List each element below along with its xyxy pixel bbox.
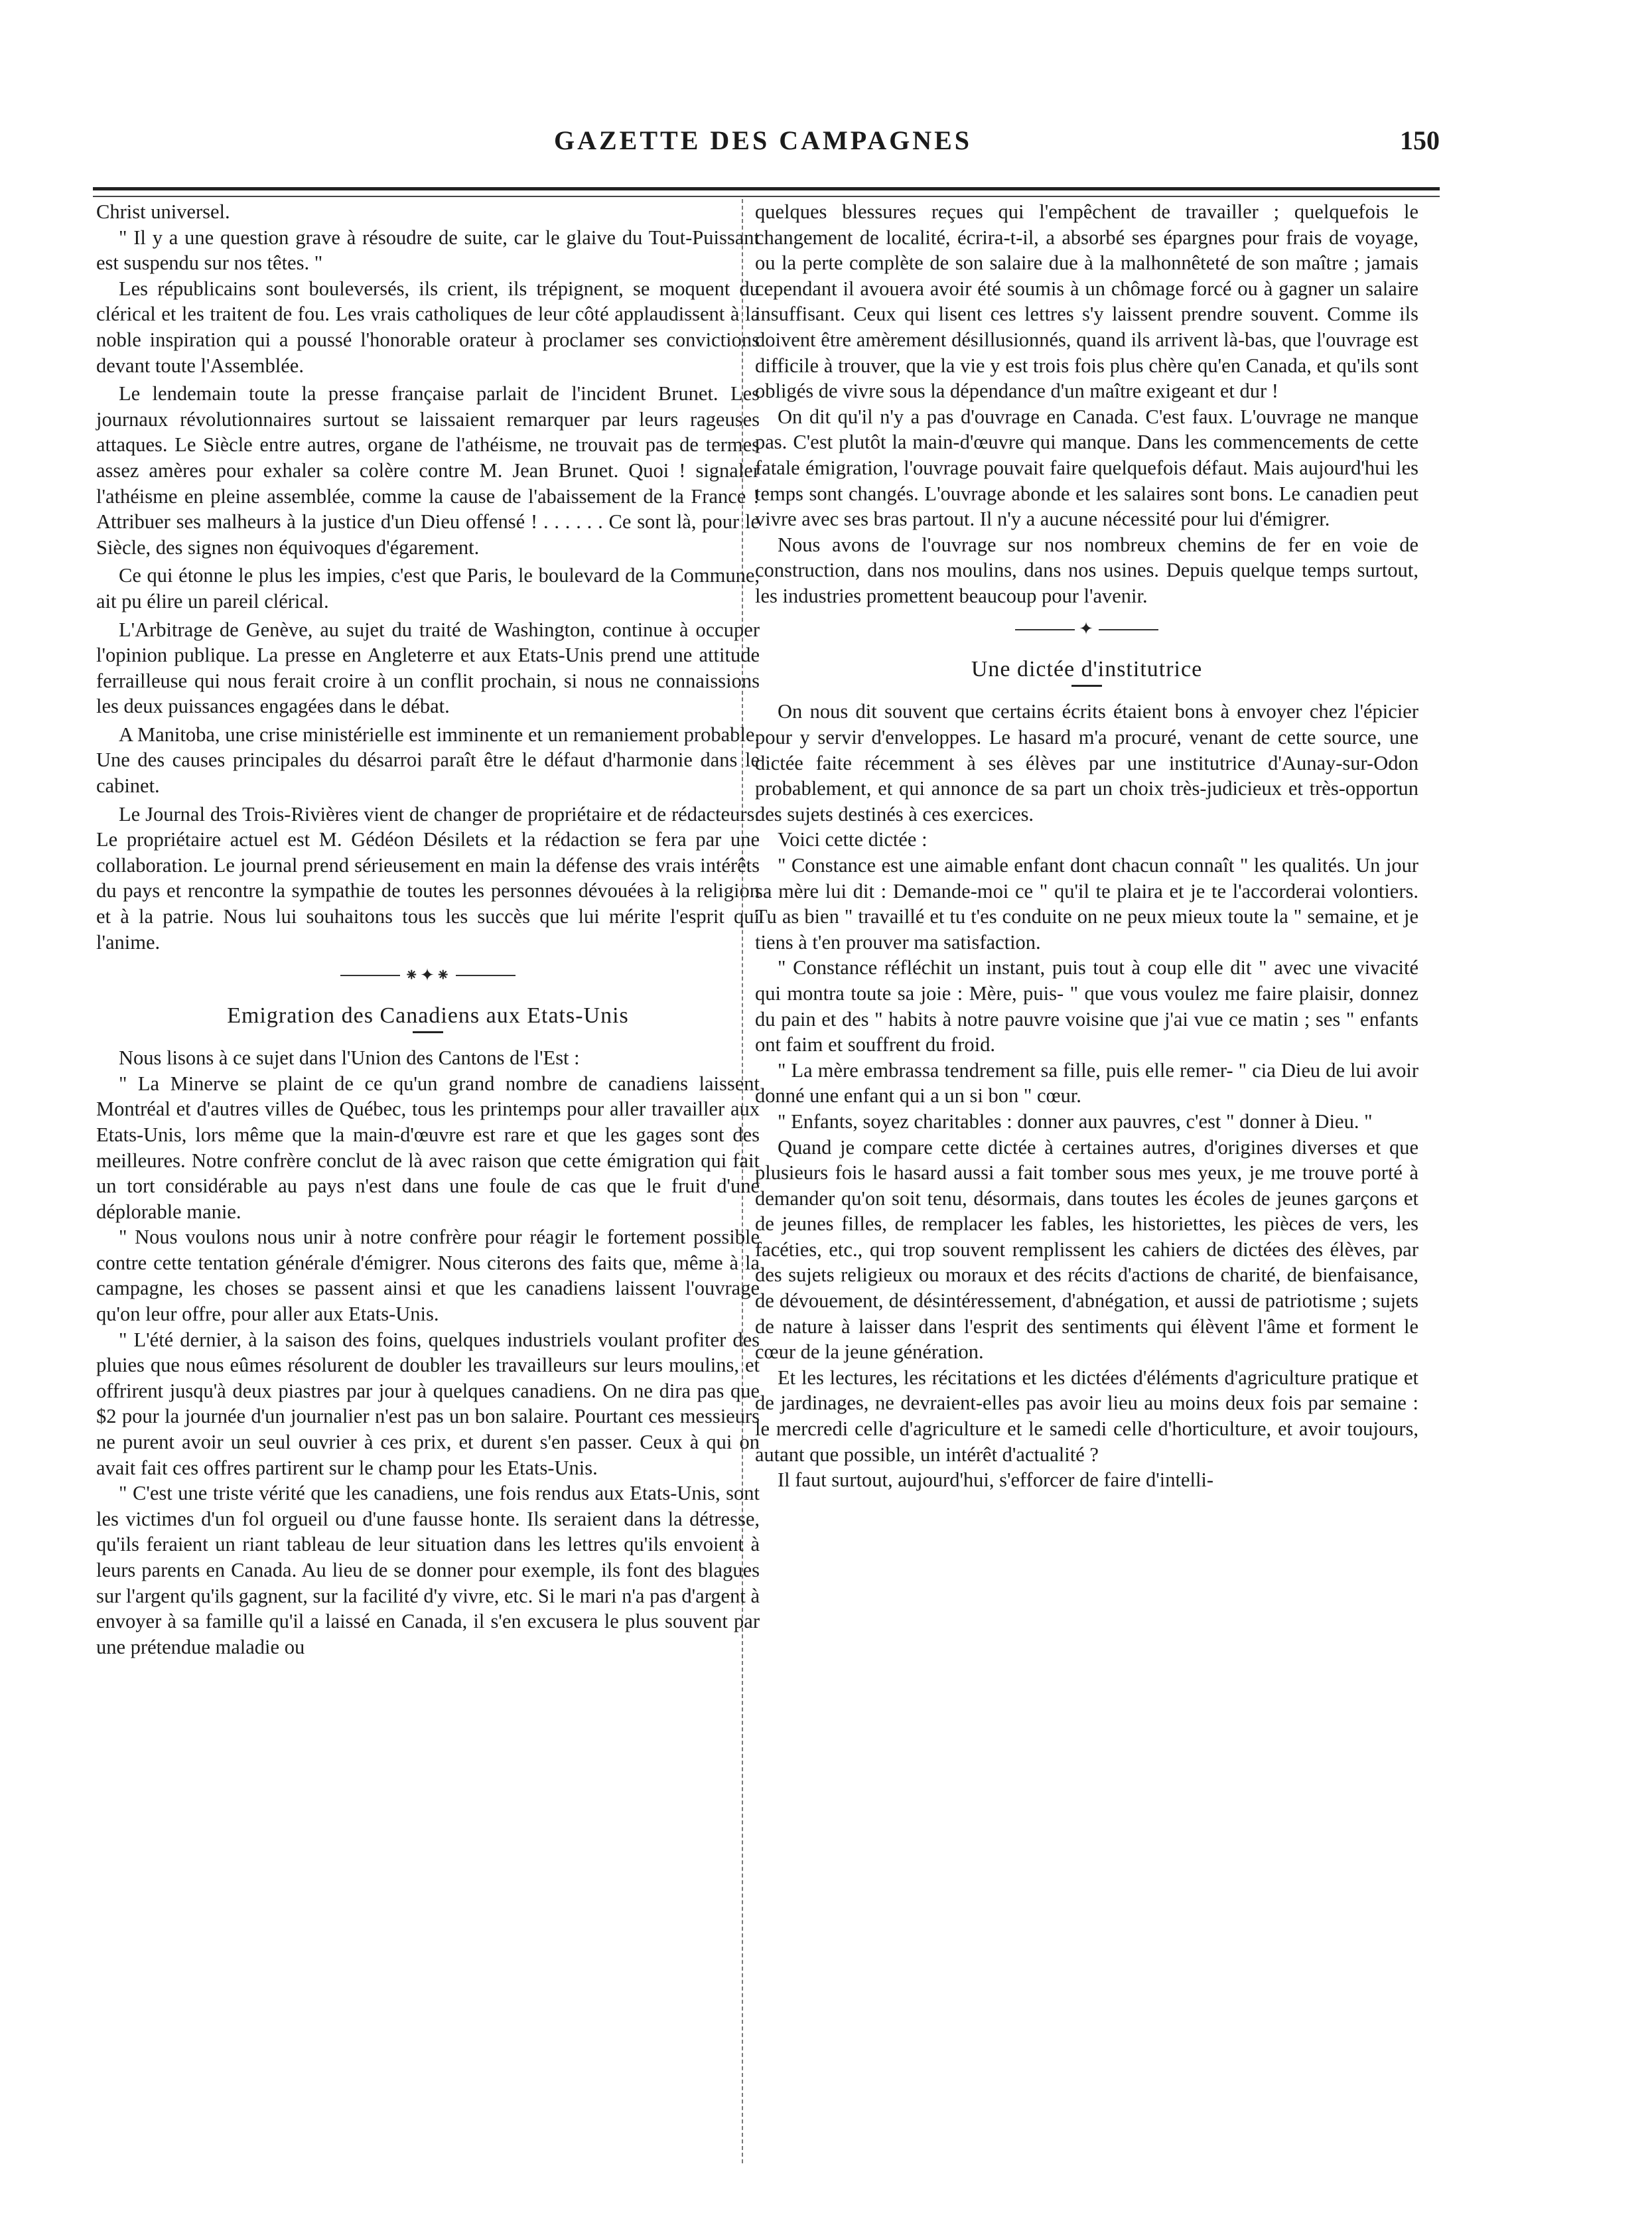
paragraph: " Nous voulons nous unir à notre confrère pour réagir le fortement possible contre cette tentation générale d'émigrer. Nous citerons des faits que, même à la campagne, les choses se passent ainsi et que les canadiens laissent l'ouvrage qu'on leur offre, pour aller aux Etats-Unis.: [96, 1226, 760, 1326]
paragraph: " C'est une triste vérité que les canadiens, une fois rendus aux Etats-Unis, sont les victimes d'un fol orgueil ou d'une fausse honte. Ils seraient dans la détresse, qu'ils feraient un riant tableau de leur situation dans les lettres qu'ils envoient à leurs parents en Canada. Au lieu de se donner pour exemple, ils font des blagues sur l'argent qu'ils gagnent, sur la facilité d'y vivre, etc. Si le mari n'a pas d'argent à envoyer à sa famille qu'il a laissé en Canada, il s'en excusera le plus souvent par une prétendue maladie ou: [96, 1482, 760, 1658]
paragraph: Christ universel.: [96, 200, 230, 223]
paragraph: Les républicains sont bouleversés, ils crient, ils trépignent, se moquent du clérical et les traitent de fou. Les vrais catholiques de leur côté applaudissent à la noble inspiration qui a poussé l'honorable orateur à proclamer ses convictions devant toute l'Assemblée.: [96, 277, 760, 377]
paragraph: " L'été dernier, à la saison des foins, quelques industriels voulant profiter des pluies que nous eûmes résolurent de doubler les travailleurs sur leurs moulins, et offrirent jusqu'à deux piastres par jour à quelques canadiens. On ne dira pas que $2 pour la journée d'un journalier n'est pas un bon salaire. Pourtant ces messieurs ne purent avoir un seul ouvrier à ces prix, et durent s'en passer. Ceux à qui on avait fait ces offres partirent sur le champ pour les Etats-Unis.: [96, 1328, 760, 1479]
paragraph: " Constance réfléchit un instant, puis tout à coup elle dit " avec une vivacité qui montra toute sa joie : Mère, puis- " que vous voulez me faire plaisir, donnez du pain et des " habits à notre pauvre voisine que j'ai vue ce matin ; ses " enfants ont faim et souffrent du froid.: [755, 956, 1418, 1056]
paragraph: Nous lisons à ce sujet dans l'Union des Cantons de l'Est :: [119, 1046, 580, 1070]
paragraph: Il faut surtout, aujourd'hui, s'efforcer de faire d'intelli-: [778, 1469, 1214, 1492]
heading-rule: [1071, 685, 1102, 687]
paragraph: Ce qui étonne le plus les impies, c'est que Paris, le boulevard de la Commune, ait pu élire un pareil clérical.: [96, 564, 760, 612]
paragraph: " Enfants, soyez charitables : donner aux pauvres, c'est " donner à Dieu. ": [778, 1110, 1373, 1133]
ornament-glyph: ⁕✦⁕: [404, 965, 452, 985]
paragraph: quelques blessures reçues qui l'empêchent de travailler ; quelquefois le changement de localité, écrira-t-il, a absorbé ses épargnes pour frais de voyage, ou la perte complète de son salaire due à la malhonnêteté de son maître ; jamais cependant il avouera avoir été soumis à un chômage forcé ou à gagner un salaire insuffisant. Ceux qui lisent ces lettres s'y laissent prendre souvent. Comme ils doivent être amèrement désillusionnés, quand ils arrivent là-bas, que l'ouvrage est difficile à trouver, que la vie y est trois fois plus chère qu'en Canada, et qu'ils sont obligés de vivre sous la dépendance d'un maître exigeant et dur !: [755, 200, 1418, 403]
publication-title: GAZETTE DES CAMPAGNES: [553, 125, 972, 155]
ornament-glyph: ✦: [1079, 619, 1095, 639]
article-heading-dictee: Une dictée d'institutrice: [971, 656, 1203, 682]
paragraph: Le Journal des Trois-Rivières vient de changer de propriétaire et de rédacteurs. Le propriétaire actuel est M. Gédéon Désilets et la rédaction se fera par une collaboration. Le journal prend sérieusement en main la défense des vrais intérêts du pays et rencontre la sympathie de toutes les personnes dévouées à la religion et à la patrie. Nous lui souhaitons tous les succès que lui mérite l'esprit qui l'anime.: [96, 802, 760, 954]
paragraph: On nous dit souvent que certains écrits étaient bons à envoyer chez l'épicier pour y servir d'enveloppes. Le hasard m'a procuré, venant de cette source, une dictée faite récemment à ses élèves par une institutrice d'Aunay-sur-Odon probablement, et qui annonce de sa part un choix très-judicieux et très-opportun des sujets destinés à ces exercices.: [755, 700, 1418, 826]
paragraph: L'Arbitrage de Genève, au sujet du traité de Washington, continue à occuper l'opinion publique. La presse en Angleterre et aux Etats-Unis prend une attitude ferrailleuse qui nous ferait croire à un conflit prochain, si nous ne connaissions les deux puissances engagées dans le débat.: [96, 618, 760, 718]
masthead: [86, 125, 1440, 165]
section-ornament: [755, 616, 1418, 642]
page-number: 150: [1400, 125, 1440, 155]
paragraph: Quand je compare cette dictée à certaines autres, d'origines diverses et que plusieurs fois le hasard aussi a fait tomber sous mes yeux, je me trouve porté à demander qu'on soit tenu, désormais, dans toutes les écoles de jeunes garçons et de jeunes filles, de remplacer les fables, les historiettes, les pièces de vers, les facéties, etc., qui trop souvent remplissent les cahiers de dictées des élèves, par des sujets religieux ou moraux et des récits d'actions de charité, de bienfaisance, de dévouement, de désintéressement, d'abnégation, et aussi de patriotisme ; sujets de nature à laisser dans l'esprit des sentiments qui élèvent l'âme et forment le cœur de la jeune génération.: [755, 1135, 1418, 1364]
left-column: [96, 199, 760, 1660]
section-ornament: [96, 962, 760, 988]
paragraph: Nous avons de l'ouvrage sur nos nombreux chemins de fer en voie de construction, dans nos moulins, dans nos usines. Depuis quelque temps surtout, les industries promettent beaucoup pour l'avenir.: [755, 533, 1418, 607]
paragraph: A Manitoba, une crise ministérielle est imminente et un remaniement probable. Une des causes principales du désarroi paraît être le défaut d'harmonie dans le cabinet.: [96, 723, 760, 798]
paragraph: " La mère embrassa tendrement sa fille, puis elle remer- " cia Dieu de lui avoir donné une enfant qui a un si bon " cœur.: [755, 1058, 1418, 1108]
article-heading-emigration: Emigration des Canadiens aux Etats-Unis: [227, 1003, 629, 1028]
right-column: [755, 199, 1418, 1493]
paragraph: " Il y a une question grave à résoudre de suite, car le glaive du Tout-Puissant est suspendu sur nos têtes. ": [96, 226, 760, 275]
paragraph: On dit qu'il n'y a pas d'ouvrage en Canada. C'est faux. L'ouvrage ne manque pas. C'est plutôt la main-d'œuvre qui manque. Dans les commencements de cette fatale émigration, l'ouvrage pouvait faire quelquefois défaut. Mais aujourd'hui les temps sont changés. L'ouvrage abonde et les salaires sont bons. Le canadien peut vivre avec ses bras partout. Il n'y a aucune nécessité pour lui d'émigrer.: [755, 405, 1418, 531]
paragraph: Le lendemain toute la presse française parlait de l'incident Brunet. Les journaux révolutionnaires surtout se laissaient remarquer par leurs rageuses attaques. Le Siècle entre autres, organe de l'athéisme, ne trouvait pas de termes assez amères pour exhaler sa colère contre M. Jean Brunet. Quoi ! signaler l'athéisme en pleine assemblée, comme la cause de l'abaissement de la France ! Attribuer ses malheurs à la justice d'un Dieu offensé ! . . . . . . Ce sont là, pour le Siècle, des signes non équivoques d'égarement.: [96, 382, 760, 559]
header-rule: [93, 187, 1440, 197]
paragraph: " La Minerve se plaint de ce qu'un grand nombre de canadiens laissent Montréal et d'autres villes de Québec, tous les printemps pour aller travailler aux Etats-Unis, lors même que la main-d'œuvre est rare et que les gages sont des meilleures. Notre confrère conclut de là avec raison que cette émigration qui fait un tort considérable au pays n'est dans une foule de cas que le fruit d'une déplorable manie.: [96, 1072, 760, 1223]
paragraph: Et les lectures, les récitations et les dictées d'éléments d'agriculture pratique et de jardinages, ne devraient-elles pas avoir lieu au moins deux fois par semaine : le mercredi celle d'agriculture et le samedi celle d'horticulture, et avoir toujours, autant que possible, un intérêt d'actualité ?: [755, 1366, 1418, 1466]
paragraph: Voici cette dictée :: [778, 828, 928, 851]
paragraph: " Constance est une aimable enfant dont chacun connaît " les qualités. Un jour sa mère lui dit : Demande-moi ce " qu'il te plaira et je te l'accorderai volontiers. Tu as bien " travaillé et tu t'es conduite on ne peux mieux toute la " semaine, et je tiens à t'en prouver ma satisfaction.: [755, 853, 1418, 954]
heading-rule: [413, 1031, 443, 1033]
